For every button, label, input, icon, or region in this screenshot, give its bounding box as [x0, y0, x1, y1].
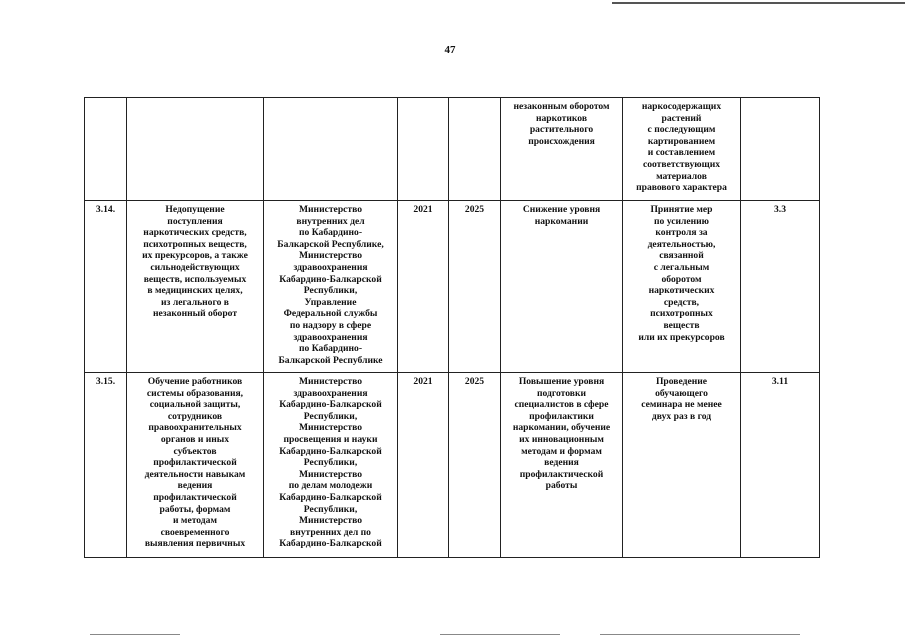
table-row [85, 98, 820, 201]
result-cell: Снижение уровня наркомании [501, 201, 623, 373]
row-number [85, 98, 127, 201]
result-cell: незаконным оборотом наркотиков растительного происхождения [501, 98, 623, 201]
indicator-cell: Проведение обучающего семинара не менее двух раз в год [623, 373, 741, 558]
year-start-cell [398, 98, 449, 201]
link-cell: 3.11 [741, 373, 820, 558]
bottom-rule [440, 634, 560, 635]
link-cell [741, 98, 820, 201]
top-rule [612, 2, 905, 4]
result-cell: Повышение уровня подготовки специалистов в сфере профилактики наркомании, обучение их инновационным методам и формам ведения профилактической работы [501, 373, 623, 558]
measures-table [84, 97, 820, 558]
year-start-cell: 2021 [398, 201, 449, 373]
year-end-cell: 2025 [449, 373, 501, 558]
row-number: 3.14. [85, 201, 127, 373]
year-end-cell: 2025 [449, 201, 501, 373]
indicator-cell: Принятие мер по усилению контроля за деятельностью, связанной с легальным оборотом наркотических средств, психотропных веществ или их прекурсоров [623, 201, 741, 373]
row-number: 3.15. [85, 373, 127, 558]
year-end-cell [449, 98, 501, 201]
bottom-rule [600, 634, 800, 635]
indicator-cell: наркосодержащих растений с последующим картированием и составлением соответствующих материалов правового характера [623, 98, 741, 201]
measure-cell [127, 98, 264, 201]
link-cell: 3.3 [741, 201, 820, 373]
bottom-rule [90, 634, 180, 635]
measure-cell: Обучение работников системы образования, социальной защиты, сотрудников правоохранительных органов и иных субъектов профилактической деятельности навыкам ведения профилактической работы, формам и методам своевременного выявления первичных [127, 373, 264, 558]
executor-cell: Министерство внутренних дел по Кабардино- Балкарской Республике, Министерство здравоохранения Кабардино-Балкарской Республики, Управление Федеральной службы по надзору в сфере здравоохранения по Кабардино- Балкарской Республике [264, 201, 398, 373]
executor-cell: Министерство здравоохранения Кабардино-Балкарской Республики, Министерство просвещения и науки Кабардино-Балкарской Республики, Министерство по делам молодежи Кабардино-Балкарской Республики, Министерство внутренних дел по Кабардино-Балкарской [264, 373, 398, 558]
page-number: 47 [444, 44, 456, 56]
table-row [85, 201, 820, 373]
table-row [85, 373, 820, 558]
executor-cell [264, 98, 398, 201]
measure-cell: Недопущение поступления наркотических средств, психотропных веществ, их прекурсоров, а также сильнодействующих веществ, используемых в медицинских целях, из легального в незаконный оборот [127, 201, 264, 373]
year-start-cell: 2021 [398, 373, 449, 558]
